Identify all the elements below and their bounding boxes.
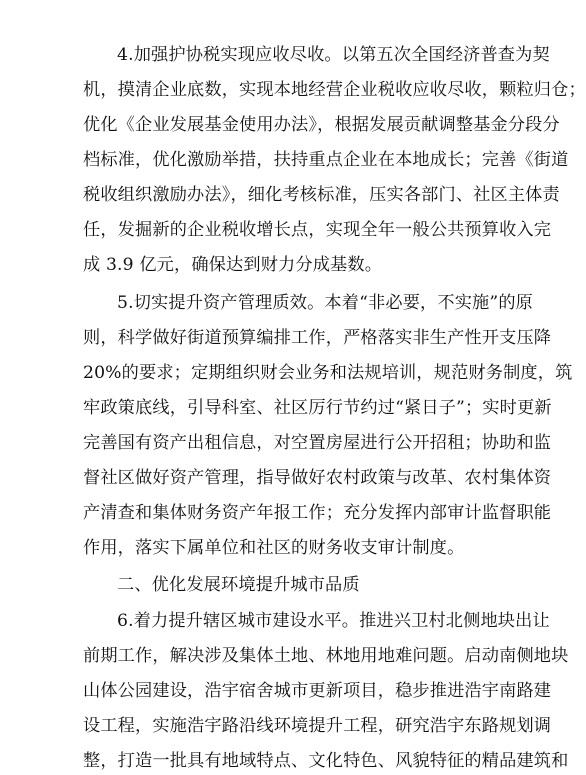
section-heading: 二、优化发展环境提升城市品质 [117,575,360,595]
paragraph-5-line-3: 20%的要求；定期组织财会业务和法规培训，规范财务制度，筑 [83,363,573,383]
paragraph-6-line-1: 6.着力提升辖区城市建设水平。推进兴卫村北侧地块出让 [117,611,550,631]
paragraph-5-line-6: 督社区做好资产管理，指导做好农村政策与改革、农村集体资 [83,468,552,488]
paragraph-6-line-4: 设工程，实施浩宇路沿线环境提升工程，研究浩宇东路规划调 [83,716,552,736]
paragraph-4-line-1: 4.加强护协税实现应收尽收。以第五次全国经济普查为契 [117,45,550,65]
paragraph-5-line-5: 完善国有资产出租信息，对空置房屋进行公开招租；协助和监 [83,433,552,453]
paragraph-5-line-2: 则，科学做好街道预算编排工作，严格落实非生产性开支压降 [83,328,552,348]
paragraph-6-line-2: 前期工作，解决涉及集体土地、林地用地难问题。启动南侧地块 [83,646,569,666]
paragraph-4-line-7: 成 3.9 亿元，确保达到财力分成基数。 [83,255,383,275]
paragraph-4-line-4: 档标准，优化激励举措，扶持重点企业在本地成长；完善《街道 [83,150,569,170]
paragraph-5-line-1: 5.切实提升资产管理质效。本着“非必要，不实施”的原 [117,293,533,313]
paragraph-4-line-2: 机，摸清企业底数，实现本地经营企业税收应收尽收，颗粒归仓； [83,80,586,100]
paragraph-6-line-5: 整，打造一批具有地域特点、文化特色、风貌特征的精品建筑和 [83,751,569,771]
paragraph-6-line-3: 山体公园建设，浩宇宿舍城市更新项目，稳步推进浩宇南路建 [83,681,552,701]
paragraph-5-line-8: 作用，落实下属单位和社区的财务收支审计制度。 [83,538,465,558]
paragraph-5-line-4: 牢政策底线，引导科室、社区厉行节约过“紧日子”；实时更新 [83,398,552,418]
paragraph-5-line-7: 产清查和集体财务资产年报工作；充分发挥内部审计监督职能 [83,503,552,523]
paragraph-4-line-6: 任，发掘新的企业税收增长点，实现全年一般公共预算收入完 [83,220,552,240]
paragraph-4-line-5: 税收组织激励办法》，细化考核标准，压实各部门、社区主体责 [83,185,560,205]
paragraph-4-line-3: 优化《企业发展基金使用办法》，根据发展贡献调整基金分段分 [83,115,560,135]
